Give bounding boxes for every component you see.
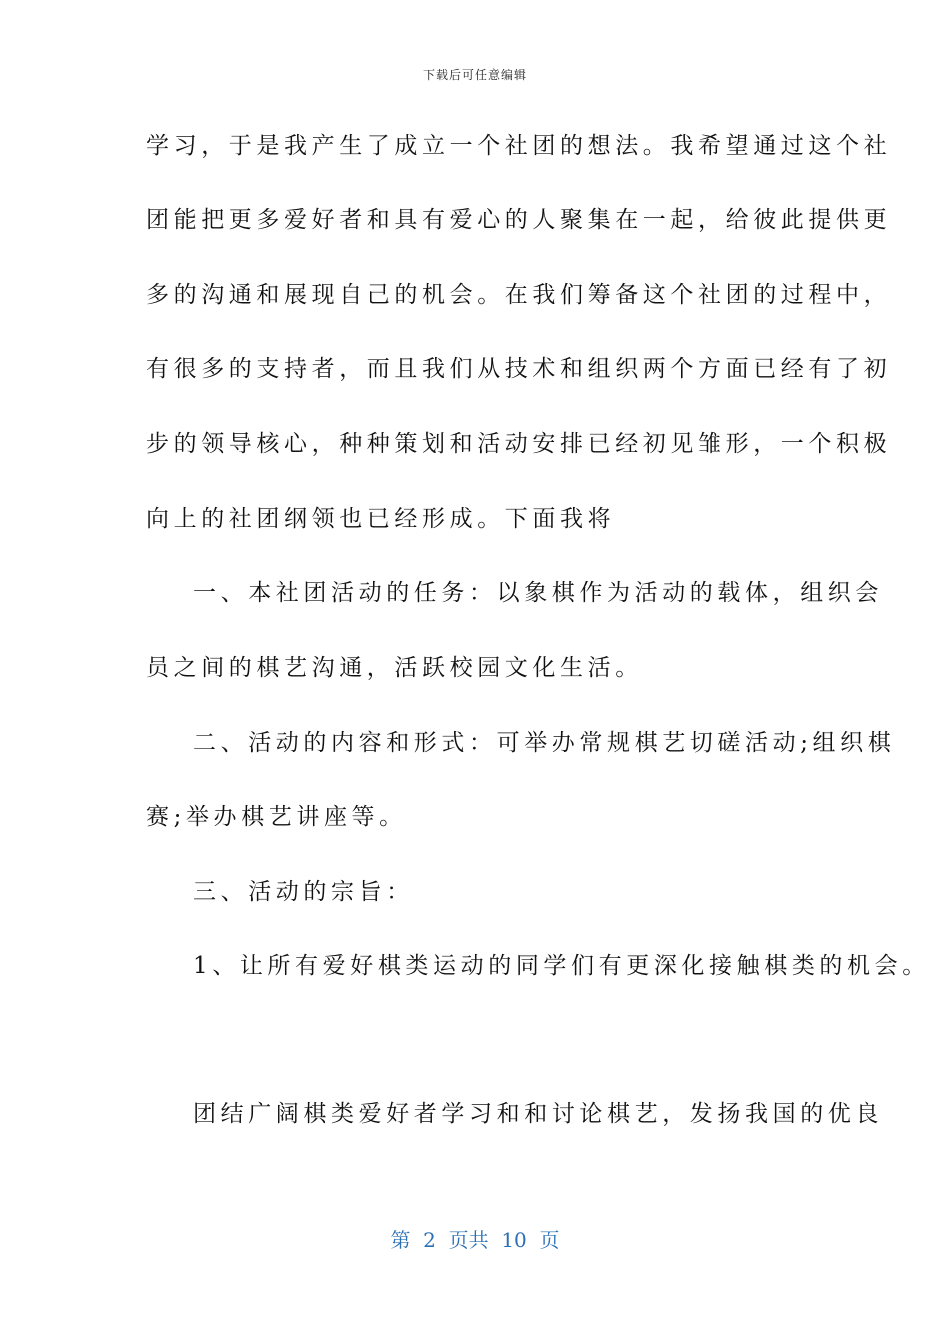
paragraph-line-10: 赛;举办棋艺讲座等。 bbox=[146, 804, 407, 830]
paragraph-line-3: 多的沟通和展现自己的机会。在我们筹备这个社团的过程中， bbox=[146, 282, 892, 308]
section-two-heading: 二、活动的内容和形式：可举办常规棋艺切磋活动;组织棋 bbox=[193, 730, 896, 756]
page-footer: 第 2 页共 10 页 bbox=[390, 1228, 560, 1252]
paragraph-line-13: 团结广阔棋类爱好者学习和和讨论棋艺，发扬我国的优良 bbox=[193, 1101, 883, 1127]
paragraph-line-6: 向上的社团纲领也已经形成。下面我将 bbox=[146, 506, 616, 532]
paragraph-line-5: 步的领导核心，种种策划和活动安排已经初见雏形，一个积极 bbox=[146, 431, 892, 457]
section-three-heading: 三、活动的宗旨： bbox=[193, 879, 414, 905]
list-item-1: 1、让所有爱好棋类运动的同学们有更深化接触棋类的机会。 bbox=[193, 953, 930, 979]
paragraph-line-1: 学习，于是我产生了成立一个社团的想法。我希望通过这个社 bbox=[146, 133, 892, 159]
section-one-heading: 一、本社团活动的任务：以象棋作为活动的载体，组织会 bbox=[193, 580, 883, 606]
paragraph-line-8: 员之间的棋艺沟通，活跃校园文化生活。 bbox=[146, 655, 643, 681]
paragraph-line-2: 团能把更多爱好者和具有爱心的人聚集在一起，给彼此提供更 bbox=[146, 207, 892, 233]
page-header: 下载后可任意编辑 bbox=[422, 68, 527, 82]
paragraph-line-4: 有很多的支持者，而且我们从技术和组织两个方面已经有了初 bbox=[146, 356, 892, 382]
